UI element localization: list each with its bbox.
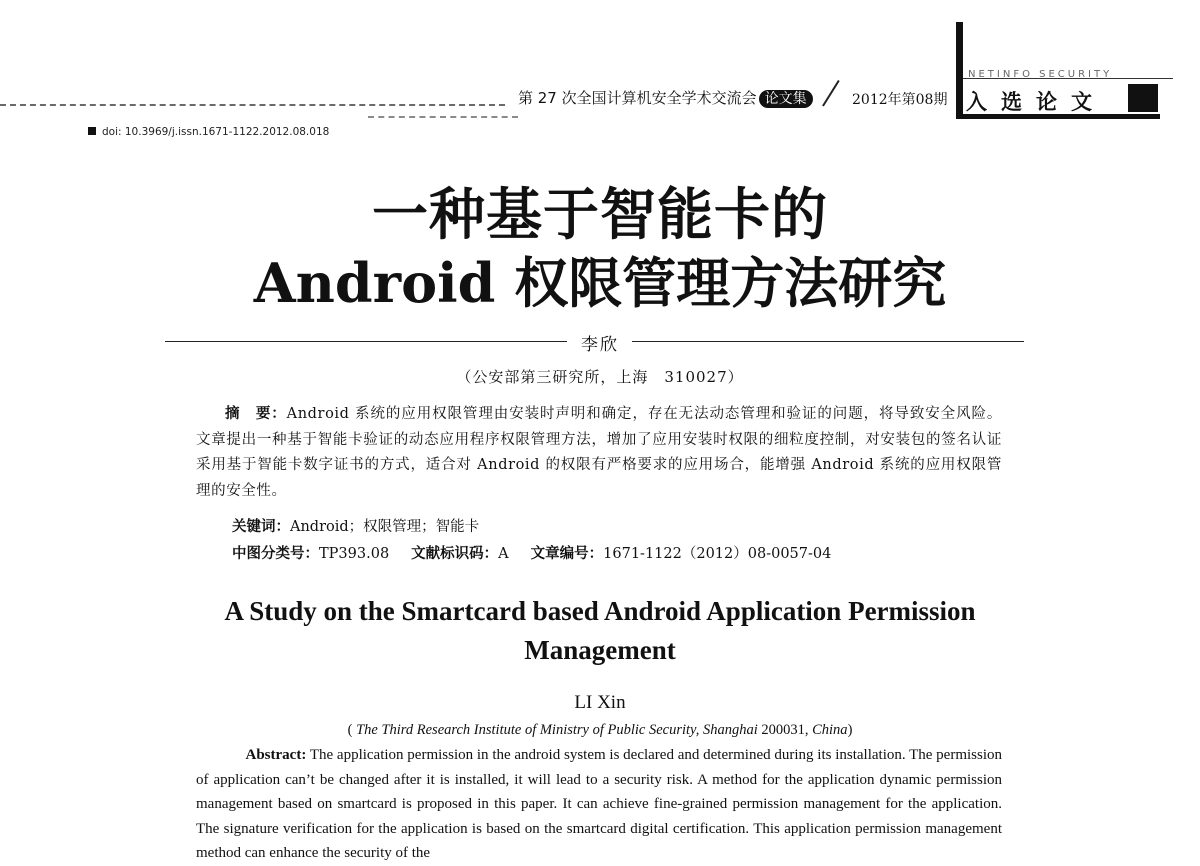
title-en-line2: Management xyxy=(524,635,676,665)
brand-journal-name: NETINFO SECURITY xyxy=(968,69,1113,80)
brand-underline xyxy=(956,114,1160,119)
brand-vertical-bar xyxy=(956,22,963,114)
conference-title xyxy=(518,87,813,108)
affiliation-en xyxy=(0,722,1200,739)
keywords-text: Android；权限管理；智能卡 xyxy=(290,519,480,535)
keywords-cn xyxy=(232,515,479,536)
abstract-en-text: The application permission in the android system is declared and determined during its installation. The permission of application can’t be changed after it is installed, it will lead to a security risk. A method for the application dynamic permission management based on smartcard is proposed in this paper. It can achieve fine-grained permission management for the application. The signature verification for the application is based on the smartcard digital certification. This application permission management method can enhance the security of the xyxy=(196,747,1003,861)
doi-line xyxy=(88,126,329,138)
brand-block xyxy=(1128,84,1158,112)
affiliation-open-paren: ( xyxy=(347,722,353,738)
header-slash xyxy=(822,80,840,107)
abstract-en-label: Abstract: xyxy=(245,747,307,763)
affiliation-institute: The Third Research Institute of Ministry of Public Security, Shanghai xyxy=(356,722,758,738)
classification-line xyxy=(232,542,831,563)
conference-text: 第 27 次全国计算机安全学术交流会 xyxy=(518,89,757,107)
abstract-cn-text: Android 系统的应用权限管理由安装时声明和确定，存在无法动态管理和验证的问题，将导致安全风险。文章提出一种基于智能卡验证的动态应用程序权限管理方法，增加了应用安装时权限的细粒度控制，对安装包的签名认证采用基于智能卡数字证书的方式，适合对 Android 的权限有严格要求的应用场合，能增强 Android 系统的应用权限管理的安全性。 xyxy=(196,406,1003,499)
issue-number: 2012年第08期 xyxy=(852,92,948,108)
bullet-square-icon xyxy=(88,127,96,135)
abstract-cn xyxy=(196,402,1002,504)
header-dashed-rule-lower xyxy=(368,116,518,118)
clc-label: 中图分类号： xyxy=(232,546,319,562)
conference-badge: 论文集 xyxy=(759,90,813,108)
affiliation-cn: （公安部第三研究所，上海 310027） xyxy=(456,368,744,386)
affiliation-country: China xyxy=(812,722,848,738)
author-en: LI Xin xyxy=(574,692,626,713)
affiliation-postcode: 200031, xyxy=(761,722,809,738)
abstract-cn-label: 摘 要： xyxy=(225,406,287,422)
title-cn-line1: 一种基于智能卡的 xyxy=(372,182,828,248)
doi-text: doi: 10.3969/j.issn.1671-1122.2012.08.018 xyxy=(102,126,330,138)
keywords-label: 关键词： xyxy=(232,519,290,535)
header-dashed-rule xyxy=(0,104,505,106)
doc-code-value: A xyxy=(498,546,509,562)
author-rule-right xyxy=(632,341,1024,342)
doc-code-label: 文献标识码： xyxy=(411,546,499,562)
section-label: 入选论文 xyxy=(966,90,1106,114)
author-cn: 李欣 xyxy=(581,335,619,355)
title-en-line1: A Study on the Smartcard based Android Application Permission xyxy=(224,596,976,626)
article-number-label: 文章编号： xyxy=(530,546,604,562)
clc-value: TP393.08 xyxy=(319,546,390,562)
title-cn-line2: Android 权限管理方法研究 xyxy=(253,251,947,315)
article-number-value: 1671-1122（2012）08-0057-04 xyxy=(603,546,832,562)
title-en xyxy=(0,592,1200,670)
affiliation-close-paren: ) xyxy=(847,722,853,738)
abstract-en xyxy=(196,743,1002,866)
